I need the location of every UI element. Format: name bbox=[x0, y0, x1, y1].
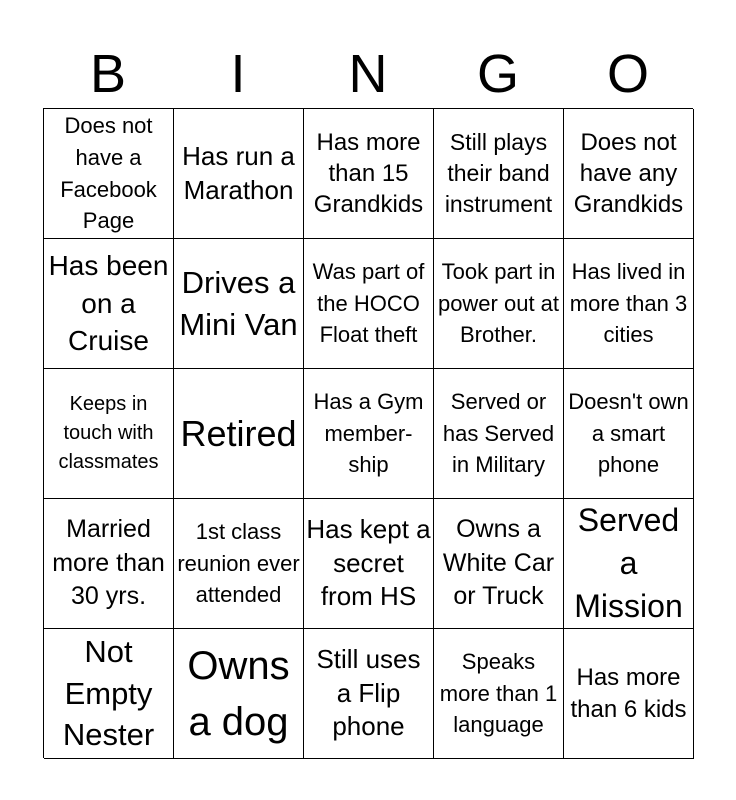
cell-text: Has more than 6 kids bbox=[570, 664, 687, 723]
cell-text: Has been on a Cruise bbox=[48, 249, 169, 357]
bingo-cell-r2-c4[interactable] bbox=[434, 239, 564, 369]
bingo-cell-r1-c3[interactable] bbox=[304, 109, 434, 239]
cell-text: Keeps in touch with classmates bbox=[58, 393, 159, 473]
header-letter-g: G bbox=[476, 44, 519, 104]
bingo-cell-r3-c4[interactable] bbox=[434, 369, 564, 499]
cell-text: Doesn't own a smart phone bbox=[568, 388, 689, 478]
bingo-cell-r5-c1[interactable] bbox=[44, 629, 174, 759]
cell-text: Owns a White Car or Truck bbox=[442, 514, 555, 611]
cell-text: Retired bbox=[180, 412, 297, 454]
bingo-cell-r2-c3[interactable] bbox=[304, 239, 434, 369]
bingo-cell-r4-c3[interactable] bbox=[304, 499, 434, 629]
cell-text: Owns a dog bbox=[187, 643, 290, 744]
cell-text: Not Empty Nester bbox=[62, 633, 155, 753]
cell-text: Has kept a secret from HS bbox=[306, 513, 431, 612]
bingo-cell-r3-c3[interactable] bbox=[304, 369, 434, 499]
cell-text: Has more than 15 Grandkids bbox=[313, 128, 424, 219]
bingo-cell-r4-c5[interactable] bbox=[564, 499, 694, 629]
cell-text: Has lived in more than 3 cities bbox=[569, 258, 688, 348]
cell-text: Does not have any Grandkids bbox=[573, 128, 684, 219]
cell-text: Still uses a Flip phone bbox=[316, 643, 421, 742]
bingo-cell-r2-c1[interactable] bbox=[44, 239, 174, 369]
bingo-cell-r4-c2[interactable] bbox=[174, 499, 304, 629]
cell-text: Still plays their band instrument bbox=[444, 128, 553, 218]
bingo-cell-r1-c2[interactable] bbox=[174, 109, 304, 239]
cell-text: Drives a Mini Van bbox=[179, 264, 298, 342]
header-letter-n: N bbox=[348, 44, 388, 104]
header-letter-b: B bbox=[89, 44, 127, 104]
bingo-cell-r5-c5[interactable] bbox=[564, 629, 694, 759]
bingo-cell-r5-c3[interactable] bbox=[304, 629, 434, 759]
cell-text: Does not have a Facebook Page bbox=[60, 112, 157, 234]
bingo-cell-r5-c2[interactable] bbox=[174, 629, 304, 759]
cell-text: 1st class reunion ever attended bbox=[177, 518, 300, 608]
bingo-cell-r4-c4[interactable] bbox=[434, 499, 564, 629]
cell-text: Has run a Marathon bbox=[182, 140, 295, 205]
bingo-cell-r2-c2[interactable] bbox=[174, 239, 304, 369]
header-letter-o: O bbox=[606, 44, 649, 104]
cell-text: Has a Gym member-ship bbox=[313, 388, 424, 478]
bingo-cell-r3-c5[interactable] bbox=[564, 369, 694, 499]
cell-text: Speaks more than 1 language bbox=[439, 648, 558, 738]
bingo-cell-r1-c4[interactable] bbox=[434, 109, 564, 239]
bingo-cell-r2-c5[interactable] bbox=[564, 239, 694, 369]
cell-text: Served or has Served in Military bbox=[442, 388, 555, 478]
bingo-cell-r4-c1[interactable] bbox=[44, 499, 174, 629]
header-letter-i: I bbox=[230, 44, 246, 104]
cell-text: Married more than 30 yrs. bbox=[52, 514, 165, 611]
bingo-board bbox=[43, 108, 693, 758]
bingo-cell-r3-c2[interactable] bbox=[174, 369, 304, 499]
bingo-header bbox=[43, 42, 693, 106]
bingo-cell-r1-c1[interactable] bbox=[44, 109, 174, 239]
cell-text: Served a Mission bbox=[574, 501, 683, 625]
cell-text: Was part of the HOCO Float theft bbox=[312, 258, 425, 348]
cell-text: Took part in power out at Brother. bbox=[437, 258, 560, 348]
bingo-cell-r1-c5[interactable] bbox=[564, 109, 694, 239]
bingo-cell-r5-c4[interactable] bbox=[434, 629, 564, 759]
bingo-cell-r3-c1[interactable] bbox=[44, 369, 174, 499]
